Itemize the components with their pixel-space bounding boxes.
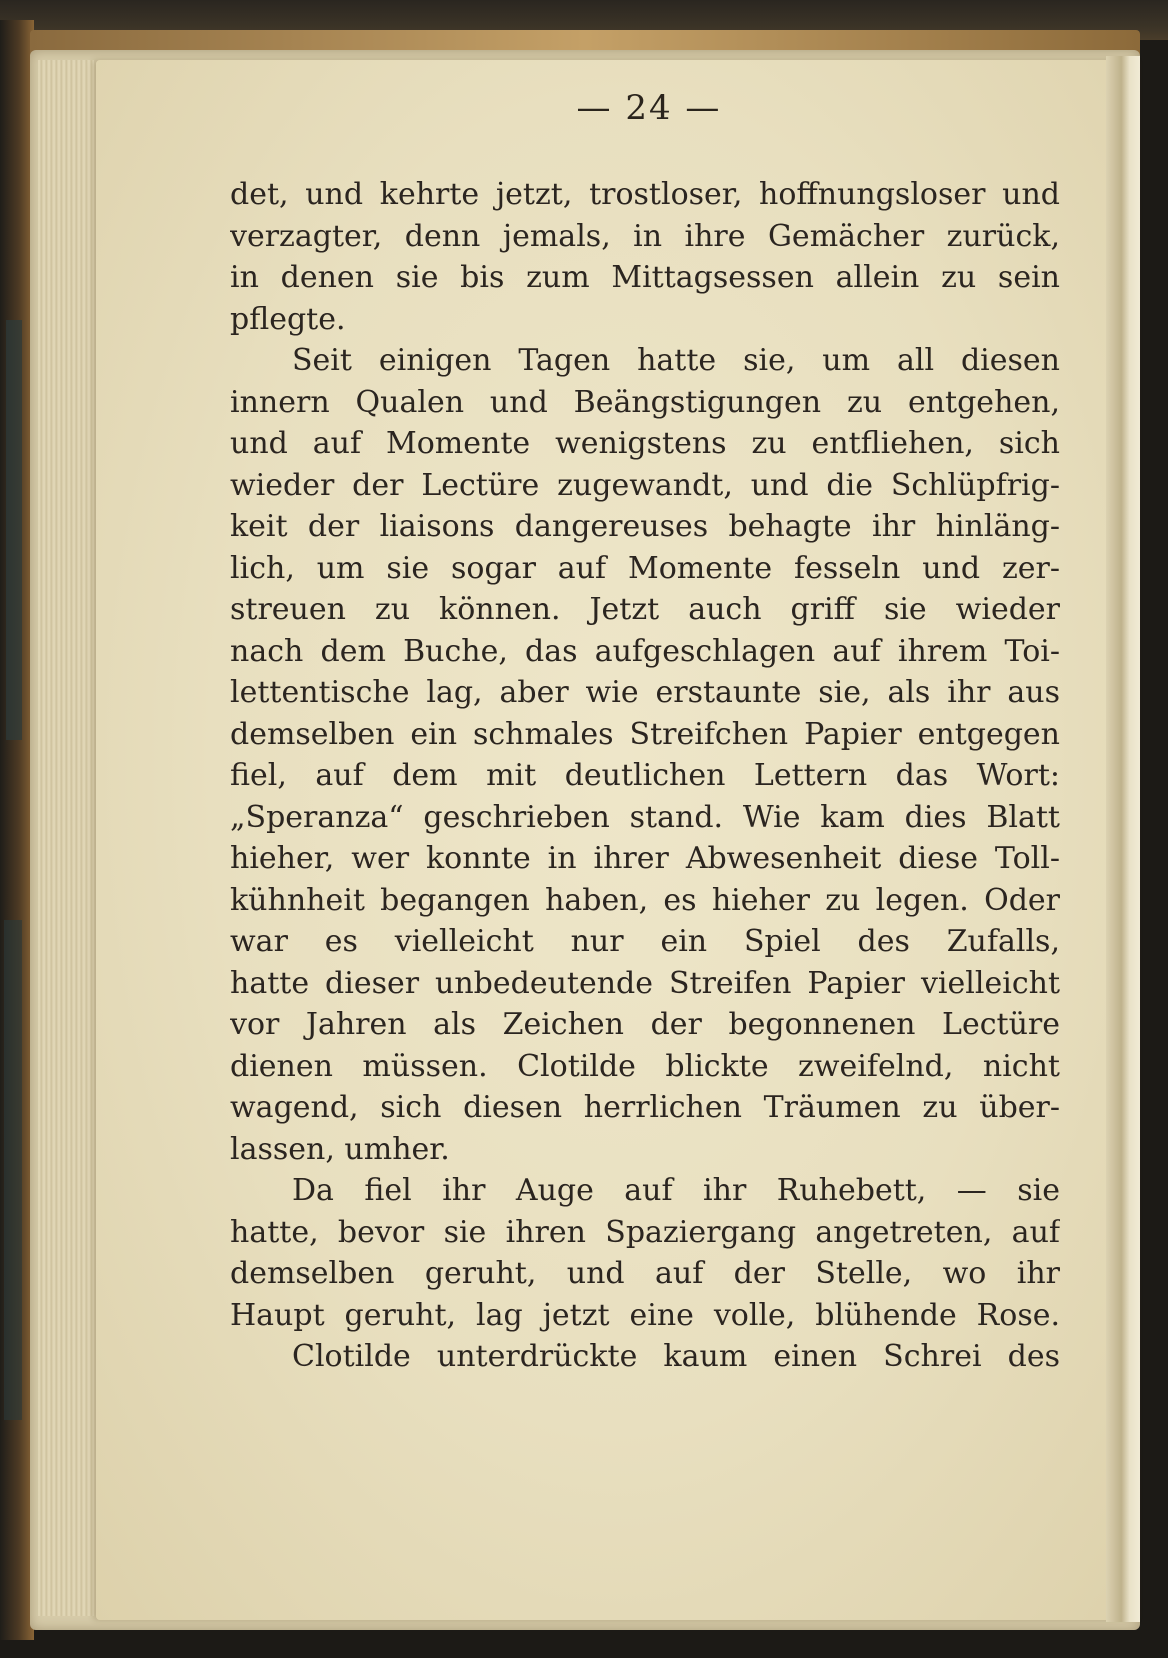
text-line: demselben geruht, und auf der Stelle, wo ihr [230, 1256, 1060, 1291]
text-line: hatte, bevor sie ihren Spaziergang angetreten, auf [230, 1214, 1060, 1250]
text-line: war es vielleicht nur ein Spiel des Zufalls, [230, 924, 1060, 959]
text-line: verzagter, denn jemals, in ihre Gemächer zurück, [230, 218, 1060, 254]
text-line: in denen sie bis zum Mittagsessen allein zu sein [230, 260, 1060, 295]
text-line: nach dem Buche, das aufgeschlagen auf ihrem Toi- [230, 633, 1060, 669]
body-text [230, 174, 1060, 1378]
text-line: lich, um sie sogar auf Momente fesseln und zer- [230, 550, 1060, 586]
text-line: lettentische lag, aber wie erstaunte sie, als ihr aus [230, 675, 1060, 710]
text-line: Haupt geruht, lag jetzt eine volle, blühende Rose. [230, 1297, 1060, 1333]
book-cover-spine [0, 20, 34, 1640]
text-line: demselben ein schmales Streifchen Papier entgegen [230, 716, 1060, 752]
text-line: Clotilde unterdrückte kaum einen Schrei des [292, 1339, 1060, 1374]
page-number: — 24 — [576, 88, 722, 128]
text-line: wieder der Lectüre zugewandt, und die Schlüpfrig- [230, 467, 1060, 503]
text-line: hieher, wer konnte in ihrer Abwesenheit diese Toll- [230, 841, 1060, 876]
text-line: wagend, sich diesen herrlichen Träumen zu über- [230, 1090, 1060, 1125]
text-line: streuen zu können. Jetzt auch griff sie wieder [230, 592, 1060, 627]
text-line: det, und kehrte jetzt, trostloser, hoffnungsloser und [230, 177, 1060, 212]
text-line: Seit einigen Tagen hatte sie, um all diesen [292, 343, 1060, 378]
text-line: fiel, auf dem mit deutlichen Lettern das Wort: [230, 758, 1060, 793]
page-gutter [1106, 56, 1140, 1622]
text-line: hatte dieser unbedeutende Streifen Papier vielleicht [230, 965, 1060, 1001]
text-line: vor Jahren als Zeichen der begonnenen Lectüre [230, 1007, 1060, 1042]
text-line: keit der liaisons dangereuses behagte ihr hinläng- [230, 509, 1060, 544]
text-line: kühnheit begangen haben, es hieher zu legen. Oder [230, 882, 1060, 918]
text-line: „Speranza“ geschrieben stand. Wie kam dies Blatt [230, 799, 1060, 835]
text-line: und auf Momente wenigstens zu entfliehen, sich [230, 426, 1060, 461]
text-line: Da fiel ihr Auge auf ihr Ruhebett, — sie [292, 1173, 1060, 1208]
text-line: dienen müssen. Clotilde blickte zweifelnd, nicht [230, 1048, 1060, 1084]
text-line: pflegte. [230, 301, 346, 337]
text-line: lassen, umher. [230, 1131, 450, 1167]
text-line: innern Qualen und Beängstigungen zu entgehen, [230, 384, 1060, 420]
